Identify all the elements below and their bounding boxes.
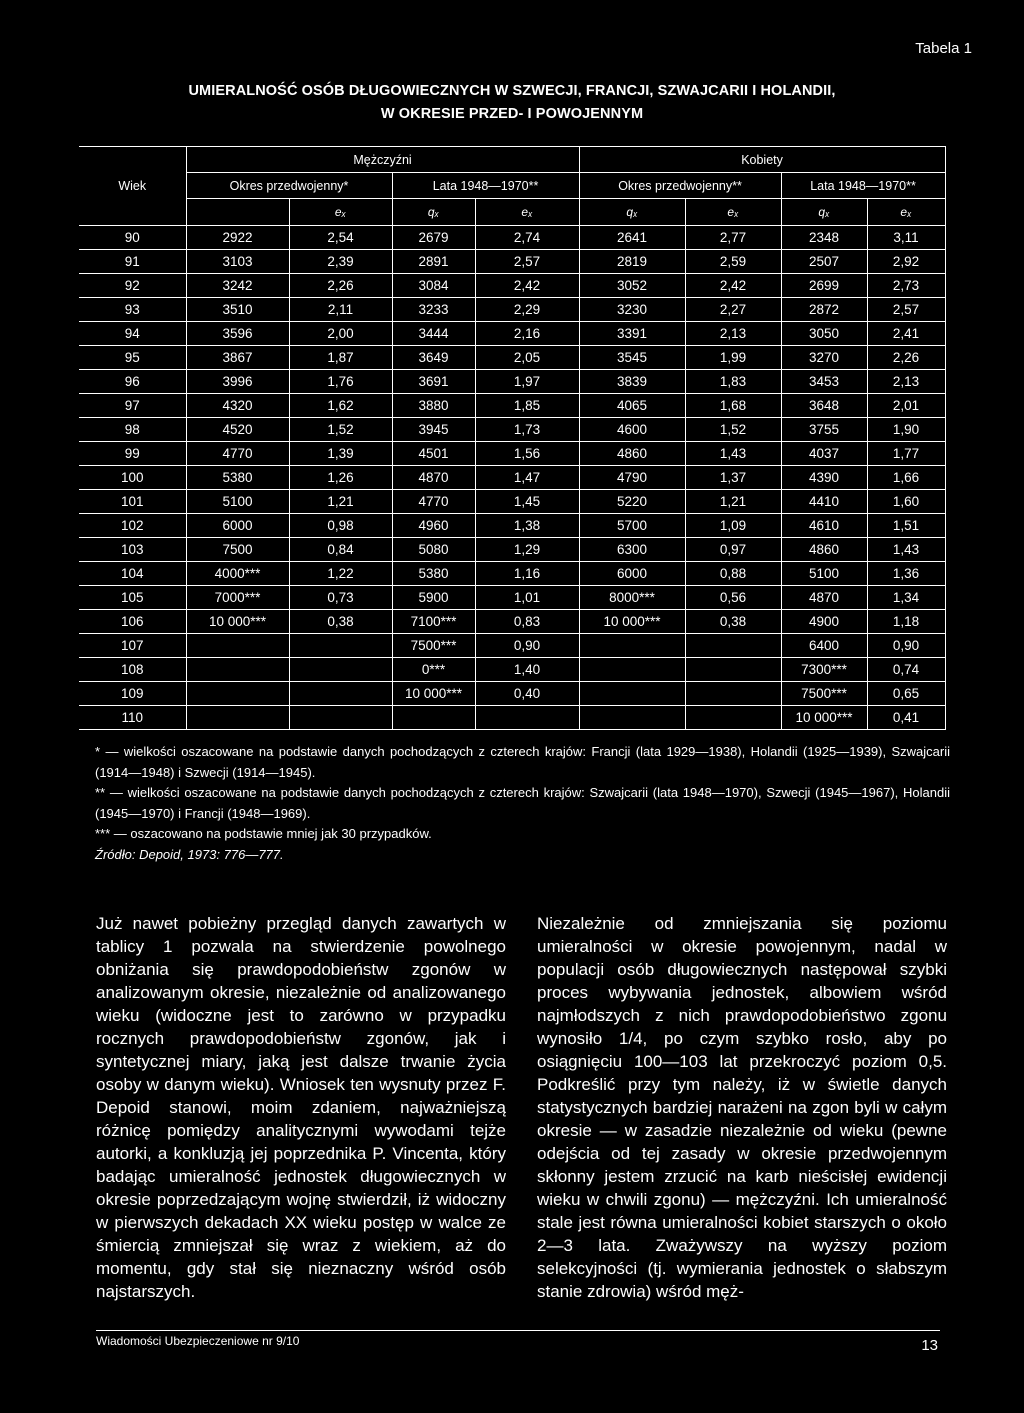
value-cell: 1,01 [475, 586, 579, 610]
age-cell: 94 [79, 322, 186, 346]
value-cell: 1,97 [475, 370, 579, 394]
header-period-women-prewar: Okres przedwojenny** [579, 173, 781, 199]
value-cell: 4037 [781, 442, 867, 466]
value-cell: 5080 [392, 538, 475, 562]
value-cell: 0,88 [685, 562, 781, 586]
value-cell: 2,13 [685, 322, 781, 346]
value-cell [186, 706, 289, 730]
value-cell: 7100*** [392, 610, 475, 634]
header-symbol: qₓ [579, 199, 685, 226]
value-cell [289, 634, 392, 658]
value-cell [579, 658, 685, 682]
header-women: Kobiety [579, 147, 945, 173]
table-row [79, 562, 945, 586]
value-cell: 2,27 [685, 298, 781, 322]
value-cell: 1,52 [685, 418, 781, 442]
table-row [79, 514, 945, 538]
value-cell: 2922 [186, 226, 289, 250]
value-cell: 4520 [186, 418, 289, 442]
value-cell [392, 706, 475, 730]
header-symbol: eₓ [289, 199, 392, 226]
table-row [79, 442, 945, 466]
value-cell [186, 634, 289, 658]
value-cell [685, 634, 781, 658]
value-cell: 2641 [579, 226, 685, 250]
value-cell: 2819 [579, 250, 685, 274]
table-row [79, 250, 945, 274]
value-cell: 4770 [186, 442, 289, 466]
value-cell: 3755 [781, 418, 867, 442]
value-cell: 2,54 [289, 226, 392, 250]
value-cell: 3945 [392, 418, 475, 442]
value-cell [579, 706, 685, 730]
value-cell: 1,43 [867, 538, 945, 562]
value-cell [475, 706, 579, 730]
value-cell: 1,26 [289, 466, 392, 490]
value-cell: 2,01 [867, 394, 945, 418]
table-row [79, 418, 945, 442]
value-cell: 2,39 [289, 250, 392, 274]
value-cell: 5380 [392, 562, 475, 586]
value-cell: 6300 [579, 538, 685, 562]
age-cell: 100 [79, 466, 186, 490]
value-cell: 5700 [579, 514, 685, 538]
value-cell [186, 682, 289, 706]
value-cell: 1,90 [867, 418, 945, 442]
age-cell: 93 [79, 298, 186, 322]
table-row [79, 322, 945, 346]
age-cell: 105 [79, 586, 186, 610]
value-cell: 2,59 [685, 250, 781, 274]
value-cell: 3050 [781, 322, 867, 346]
value-cell: 3691 [392, 370, 475, 394]
value-cell: 2507 [781, 250, 867, 274]
value-cell: 1,76 [289, 370, 392, 394]
value-cell: 10 000*** [392, 682, 475, 706]
age-cell: 103 [79, 538, 186, 562]
value-cell [579, 682, 685, 706]
age-cell: 90 [79, 226, 186, 250]
age-cell: 101 [79, 490, 186, 514]
value-cell: 0,65 [867, 682, 945, 706]
value-cell: 5100 [781, 562, 867, 586]
value-cell: 0,98 [289, 514, 392, 538]
age-cell: 106 [79, 610, 186, 634]
table-row [79, 298, 945, 322]
value-cell: 2,42 [685, 274, 781, 298]
value-cell: 7300*** [781, 658, 867, 682]
value-cell: 7500*** [781, 682, 867, 706]
value-cell: 1,18 [867, 610, 945, 634]
value-cell [289, 706, 392, 730]
value-cell: 0,90 [867, 634, 945, 658]
value-cell: 10 000*** [579, 610, 685, 634]
value-cell: 7500*** [392, 634, 475, 658]
table-row [79, 490, 945, 514]
value-cell: 4860 [579, 442, 685, 466]
age-cell: 95 [79, 346, 186, 370]
value-cell: 3444 [392, 322, 475, 346]
value-cell: 2,57 [475, 250, 579, 274]
value-cell: 4501 [392, 442, 475, 466]
value-cell: 1,62 [289, 394, 392, 418]
value-cell: 2,11 [289, 298, 392, 322]
value-cell: 2,13 [867, 370, 945, 394]
value-cell: 1,37 [685, 466, 781, 490]
value-cell: 1,60 [867, 490, 945, 514]
table-body [79, 226, 945, 730]
value-cell: 0,56 [685, 586, 781, 610]
value-cell: 0,74 [867, 658, 945, 682]
value-cell: 3052 [579, 274, 685, 298]
table-notes [95, 742, 950, 865]
value-cell: 5220 [579, 490, 685, 514]
value-cell [685, 658, 781, 682]
body-column-left [96, 912, 506, 1303]
value-cell: 5380 [186, 466, 289, 490]
value-cell: 4960 [392, 514, 475, 538]
value-cell: 0,41 [867, 706, 945, 730]
value-cell: 1,34 [867, 586, 945, 610]
value-cell [685, 706, 781, 730]
table-row [79, 706, 945, 730]
tabela-label: Tabela 1 [915, 40, 972, 57]
value-cell: 3867 [186, 346, 289, 370]
value-cell: 3596 [186, 322, 289, 346]
value-cell: 0,90 [475, 634, 579, 658]
age-cell: 96 [79, 370, 186, 394]
value-cell: 4870 [781, 586, 867, 610]
table-row [79, 346, 945, 370]
table-title-line-1: UMIERALNOŚĆ OSÓB DŁUGOWIECZNYCH W SZWECJI, FRANCJI, SZWAJCARII I HOLANDII, [188, 83, 836, 99]
value-cell: 1,16 [475, 562, 579, 586]
value-cell: 2699 [781, 274, 867, 298]
value-cell: 4860 [781, 538, 867, 562]
value-cell: 2,05 [475, 346, 579, 370]
value-cell: 5100 [186, 490, 289, 514]
value-cell: 0,40 [475, 682, 579, 706]
table-row [79, 682, 945, 706]
value-cell: 1,38 [475, 514, 579, 538]
table-row [79, 586, 945, 610]
value-cell: 8000*** [579, 586, 685, 610]
value-cell: 3996 [186, 370, 289, 394]
mortality-table [79, 146, 946, 730]
value-cell: 7500 [186, 538, 289, 562]
value-cell: 4770 [392, 490, 475, 514]
table-row [79, 610, 945, 634]
value-cell [289, 682, 392, 706]
value-cell: 1,83 [685, 370, 781, 394]
value-cell: 7000*** [186, 586, 289, 610]
table-row [79, 226, 945, 250]
value-cell: 4065 [579, 394, 685, 418]
value-cell: 3839 [579, 370, 685, 394]
value-cell: 0*** [392, 658, 475, 682]
value-cell: 3103 [186, 250, 289, 274]
value-cell: 1,68 [685, 394, 781, 418]
value-cell: 1,36 [867, 562, 945, 586]
value-cell: 2,41 [867, 322, 945, 346]
value-cell: 0,97 [685, 538, 781, 562]
value-cell: 4610 [781, 514, 867, 538]
value-cell: 3,11 [867, 226, 945, 250]
value-cell: 3391 [579, 322, 685, 346]
note-3: *** — oszacowano na podstawie mniej jak 30 przypadków. [95, 826, 432, 841]
value-cell: 2,26 [289, 274, 392, 298]
value-cell: 2,42 [475, 274, 579, 298]
value-cell: 1,22 [289, 562, 392, 586]
age-cell: 97 [79, 394, 186, 418]
value-cell: 1,85 [475, 394, 579, 418]
age-cell: 99 [79, 442, 186, 466]
body-paragraph: Niezależnie od zmniejszania się poziomu umieralności w okresie powojennym, nadal w populacji osób długowiecznych następował szybki proces wybywania jednostek, albowiem wśród najmłodszych z nich prawdopodobieństwo zgonu wynosiło 1/4, po czym szybko rosło, aby po osiągnięciu 100—103 lat przekroczyć poziom 0,5. Podkreślić przy tym należy, iż w świetle danych statystycznych bardziej narażeni na zgon byli w całym okresie — w zasadzie niezależnie od wieku (pewne odejścia od tej zasady w okresie przedwojennym skłonny jestem zrzucić na karb nieścisłej ewidencji wieku w chwili zgonu) — mężczyźni. Ich umieralność stale jest równa umieralności kobiet starszych o około 2—3 lata. Zważywszy na wyższy poziom selekcyjności (tj. wymierania jednostek o słabszym stanie zdrowia) wśród męż- [537, 914, 947, 1301]
header-men: Mężczyźni [186, 147, 579, 173]
age-cell: 109 [79, 682, 186, 706]
value-cell: 2872 [781, 298, 867, 322]
body-paragraph: Już nawet pobieżny przegląd danych zawartych w tablicy 1 pozwala na stwierdzenie powolnego obniżania się prawdopodobieństw zgonów w analizowanym okresie, niezależnie od analizowanego wieku (widoczne jest to zarówno w przypadku rocznych prawdopodobieństw zgonów, jak i syntetycznej miary, jaką jest dalsze trwanie życia osoby w danym wieku). Wniosek ten wysnuty przez F. Depoid stanowi, moim zdaniem, najważniejszą różnicę pomiędzy analitycznymi wywodami tejże autorki, a konkluzją jej poprzednika P. Vincenta, który badając umieralność jednostek długowiecznych w okresie poprzedzającym wojnę stwierdził, iż widoczny w pierwszych dekadach XX wieku postęp w walce ze śmiercią zmniejszał się wraz z wiekiem, aż do momentu, gdy stał się nieznaczny wśród osób najstarszych. [96, 914, 506, 1301]
value-cell: 4390 [781, 466, 867, 490]
value-cell: 2348 [781, 226, 867, 250]
age-cell: 102 [79, 514, 186, 538]
value-cell: 1,21 [685, 490, 781, 514]
value-cell: 10 000*** [186, 610, 289, 634]
value-cell: 4790 [579, 466, 685, 490]
value-cell: 1,87 [289, 346, 392, 370]
header-period-men-postwar: Lata 1948—1970** [392, 173, 579, 199]
value-cell: 2,29 [475, 298, 579, 322]
age-cell: 104 [79, 562, 186, 586]
age-cell: 91 [79, 250, 186, 274]
value-cell [685, 682, 781, 706]
value-cell: 1,73 [475, 418, 579, 442]
value-cell [289, 658, 392, 682]
value-cell: 1,66 [867, 466, 945, 490]
header-symbol: qₓ [781, 199, 867, 226]
value-cell: 2,77 [685, 226, 781, 250]
value-cell: 5900 [392, 586, 475, 610]
footer-divider [96, 1330, 940, 1331]
value-cell: 2679 [392, 226, 475, 250]
value-cell: 3084 [392, 274, 475, 298]
age-cell: 107 [79, 634, 186, 658]
table-row [79, 466, 945, 490]
header-period-women-postwar: Lata 1948—1970** [781, 173, 945, 199]
value-cell [579, 634, 685, 658]
value-cell: 2,00 [289, 322, 392, 346]
age-cell: 98 [79, 418, 186, 442]
value-cell: 1,21 [289, 490, 392, 514]
value-cell: 2,16 [475, 322, 579, 346]
value-cell: 1,39 [289, 442, 392, 466]
age-cell: 92 [79, 274, 186, 298]
value-cell: 3233 [392, 298, 475, 322]
header-symbol: qₓ [392, 199, 475, 226]
header-wiek: Wiek [79, 147, 186, 226]
value-cell: 6000 [186, 514, 289, 538]
page-number: 13 [921, 1337, 938, 1354]
value-cell: 6400 [781, 634, 867, 658]
table-row [79, 394, 945, 418]
value-cell: 3648 [781, 394, 867, 418]
value-cell: 1,47 [475, 466, 579, 490]
note-2: ** — wielkości oszacowane na podstawie danych pochodzących z czterech krajów: Szwajcarii (lata 1948—1970), Szwecji (1945—1967), Holandii (1945—1970) i Francji (1948—1969). [95, 785, 950, 821]
value-cell: 3649 [392, 346, 475, 370]
value-cell: 6000 [579, 562, 685, 586]
age-cell: 108 [79, 658, 186, 682]
value-cell: 3545 [579, 346, 685, 370]
value-cell: 1,45 [475, 490, 579, 514]
value-cell: 2,74 [475, 226, 579, 250]
value-cell: 2,73 [867, 274, 945, 298]
value-cell: 10 000*** [781, 706, 867, 730]
value-cell: 1,56 [475, 442, 579, 466]
footer-journal: Wiadomości Ubezpieczeniowe nr 9/10 [96, 1334, 300, 1348]
table-row [79, 370, 945, 394]
value-cell: 4870 [392, 466, 475, 490]
body-column-right [537, 912, 947, 1303]
value-cell: 0,83 [475, 610, 579, 634]
value-cell: 0,38 [685, 610, 781, 634]
value-cell: 3242 [186, 274, 289, 298]
value-cell: 3453 [781, 370, 867, 394]
table-row [79, 274, 945, 298]
value-cell: 3510 [186, 298, 289, 322]
header-period-men-prewar: Okres przedwojenny* [186, 173, 392, 199]
value-cell: 1,09 [685, 514, 781, 538]
table-row [79, 634, 945, 658]
value-cell: 2,26 [867, 346, 945, 370]
value-cell: 4600 [579, 418, 685, 442]
value-cell: 4410 [781, 490, 867, 514]
table-title-line-2: W OKRESIE PRZED- I POWOJENNYM [380, 106, 644, 122]
header-symbol [186, 199, 289, 226]
value-cell: 0,38 [289, 610, 392, 634]
value-cell: 1,77 [867, 442, 945, 466]
value-cell: 1,99 [685, 346, 781, 370]
age-cell: 110 [79, 706, 186, 730]
header-symbol: eₓ [475, 199, 579, 226]
header-symbol: eₓ [685, 199, 781, 226]
value-cell: 2,92 [867, 250, 945, 274]
value-cell: 3230 [579, 298, 685, 322]
value-cell: 3270 [781, 346, 867, 370]
value-cell: 0,73 [289, 586, 392, 610]
value-cell: 0,84 [289, 538, 392, 562]
value-cell: 3880 [392, 394, 475, 418]
header-symbol: eₓ [867, 199, 945, 226]
value-cell: 1,51 [867, 514, 945, 538]
value-cell: 1,43 [685, 442, 781, 466]
value-cell: 1,52 [289, 418, 392, 442]
table-row [79, 658, 945, 682]
note-1: * — wielkości oszacowane na podstawie danych pochodzących z czterech krajów: Francji (lata 1929—1938), Holandii (1925—1939), Szwajcarii (1914—1948) i Szwecji (1914—1945). [95, 744, 950, 780]
value-cell [186, 658, 289, 682]
value-cell: 2891 [392, 250, 475, 274]
value-cell: 4000*** [186, 562, 289, 586]
source-note: Źródło: Depoid, 1973: 776—777. [95, 846, 284, 862]
value-cell: 4900 [781, 610, 867, 634]
value-cell: 1,40 [475, 658, 579, 682]
value-cell: 1,29 [475, 538, 579, 562]
value-cell: 2,57 [867, 298, 945, 322]
value-cell: 4320 [186, 394, 289, 418]
table-row [79, 538, 945, 562]
